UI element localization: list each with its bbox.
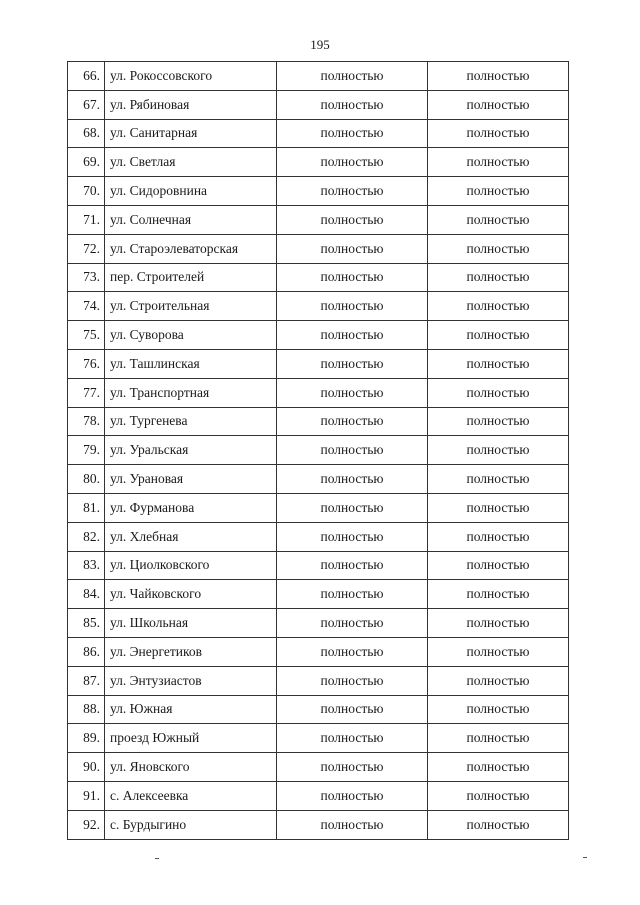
coverage-cell: полностью [277, 378, 428, 407]
coverage-cell: полностью [277, 637, 428, 666]
row-number: 67. [68, 90, 105, 119]
row-number: 80. [68, 465, 105, 494]
address-table-body [68, 62, 569, 840]
row-number: 78. [68, 407, 105, 436]
row-number: 83. [68, 551, 105, 580]
coverage-cell: полностью [277, 810, 428, 839]
row-number: 85. [68, 609, 105, 638]
table-row [68, 522, 569, 551]
coverage-cell: полностью [277, 177, 428, 206]
table-row [68, 148, 569, 177]
table-row [68, 205, 569, 234]
coverage-cell: полностью [428, 609, 569, 638]
coverage-cell: полностью [277, 205, 428, 234]
scan-mark-right [583, 857, 587, 858]
table-row [68, 666, 569, 695]
street-name: ул. Яновского [105, 753, 277, 782]
coverage-cell: полностью [277, 263, 428, 292]
row-number: 87. [68, 666, 105, 695]
row-number: 91. [68, 781, 105, 810]
coverage-cell: полностью [277, 666, 428, 695]
table-row [68, 609, 569, 638]
coverage-cell: полностью [428, 637, 569, 666]
row-number: 72. [68, 234, 105, 263]
street-name: ул. Транспортная [105, 378, 277, 407]
coverage-cell: полностью [277, 292, 428, 321]
table-row [68, 810, 569, 839]
coverage-cell: полностью [428, 177, 569, 206]
coverage-cell: полностью [428, 407, 569, 436]
row-number: 84. [68, 580, 105, 609]
street-name: пер. Строителей [105, 263, 277, 292]
street-name: с. Бурдыгино [105, 810, 277, 839]
row-number: 86. [68, 637, 105, 666]
coverage-cell: полностью [428, 292, 569, 321]
row-number: 79. [68, 436, 105, 465]
row-number: 69. [68, 148, 105, 177]
coverage-cell: полностью [428, 724, 569, 753]
table-row [68, 724, 569, 753]
coverage-cell: полностью [428, 493, 569, 522]
street-name: ул. Рябиновая [105, 90, 277, 119]
coverage-cell: полностью [428, 666, 569, 695]
street-name: ул. Сидоровнина [105, 177, 277, 206]
table-row [68, 234, 569, 263]
table-row [68, 695, 569, 724]
coverage-cell: полностью [428, 695, 569, 724]
street-name: ул. Солнечная [105, 205, 277, 234]
page-number: 195 [310, 37, 330, 52]
row-number: 66. [68, 62, 105, 91]
coverage-cell: полностью [277, 62, 428, 91]
coverage-cell: полностью [277, 148, 428, 177]
row-number: 90. [68, 753, 105, 782]
street-name: ул. Ташлинская [105, 349, 277, 378]
coverage-cell: полностью [277, 724, 428, 753]
street-name: ул. Тургенева [105, 407, 277, 436]
street-name: ул. Урановая [105, 465, 277, 494]
street-name: ул. Энергетиков [105, 637, 277, 666]
street-name: ул. Южная [105, 695, 277, 724]
coverage-cell: полностью [428, 580, 569, 609]
street-name: проезд Южный [105, 724, 277, 753]
street-name: ул. Школьная [105, 609, 277, 638]
street-name: с. Алексеевка [105, 781, 277, 810]
table-row [68, 349, 569, 378]
street-name: ул. Уральская [105, 436, 277, 465]
coverage-cell: полностью [277, 90, 428, 119]
row-number: 81. [68, 493, 105, 522]
coverage-cell: полностью [277, 407, 428, 436]
row-number: 75. [68, 321, 105, 350]
street-name: ул. Фурманова [105, 493, 277, 522]
coverage-cell: полностью [277, 119, 428, 148]
coverage-cell: полностью [277, 493, 428, 522]
coverage-cell: полностью [277, 781, 428, 810]
row-number: 89. [68, 724, 105, 753]
street-name: ул. Суворова [105, 321, 277, 350]
row-number: 76. [68, 349, 105, 378]
table-row [68, 637, 569, 666]
table-row [68, 90, 569, 119]
table-row [68, 62, 569, 91]
coverage-cell: полностью [277, 551, 428, 580]
coverage-cell: полностью [428, 321, 569, 350]
row-number: 77. [68, 378, 105, 407]
table-row [68, 436, 569, 465]
street-name: ул. Энтузиастов [105, 666, 277, 695]
coverage-cell: полностью [428, 263, 569, 292]
table-row [68, 321, 569, 350]
row-number: 88. [68, 695, 105, 724]
table-row [68, 465, 569, 494]
row-number: 68. [68, 119, 105, 148]
coverage-cell: полностью [277, 234, 428, 263]
table-row [68, 119, 569, 148]
coverage-cell: полностью [428, 378, 569, 407]
table-row [68, 753, 569, 782]
row-number: 71. [68, 205, 105, 234]
coverage-cell: полностью [277, 609, 428, 638]
coverage-cell: полностью [428, 436, 569, 465]
row-number: 70. [68, 177, 105, 206]
street-name: ул. Рокоссовского [105, 62, 277, 91]
coverage-cell: полностью [428, 119, 569, 148]
coverage-cell: полностью [428, 90, 569, 119]
coverage-cell: полностью [428, 234, 569, 263]
table-row [68, 378, 569, 407]
table-row [68, 407, 569, 436]
street-name: ул. Светлая [105, 148, 277, 177]
table-row [68, 493, 569, 522]
coverage-cell: полностью [277, 436, 428, 465]
street-name: ул. Циолковского [105, 551, 277, 580]
row-number: 92. [68, 810, 105, 839]
table-row [68, 551, 569, 580]
table-row [68, 580, 569, 609]
coverage-cell: полностью [277, 465, 428, 494]
coverage-cell: полностью [277, 321, 428, 350]
street-name: ул. Чайковского [105, 580, 277, 609]
row-number: 82. [68, 522, 105, 551]
table-row [68, 292, 569, 321]
coverage-cell: полностью [428, 810, 569, 839]
address-table [67, 61, 569, 840]
coverage-cell: полностью [428, 551, 569, 580]
coverage-cell: полностью [428, 349, 569, 378]
coverage-cell: полностью [428, 465, 569, 494]
coverage-cell: полностью [428, 62, 569, 91]
coverage-cell: полностью [428, 522, 569, 551]
table-row [68, 781, 569, 810]
coverage-cell: полностью [277, 753, 428, 782]
coverage-cell: полностью [428, 781, 569, 810]
coverage-cell: полностью [277, 349, 428, 378]
coverage-cell: полностью [277, 522, 428, 551]
scan-mark-left [155, 858, 159, 859]
street-name: ул. Староэлеваторская [105, 234, 277, 263]
coverage-cell: полностью [277, 580, 428, 609]
street-name: ул. Санитарная [105, 119, 277, 148]
row-number: 74. [68, 292, 105, 321]
coverage-cell: полностью [277, 695, 428, 724]
table-row [68, 177, 569, 206]
coverage-cell: полностью [428, 753, 569, 782]
street-name: ул. Строительная [105, 292, 277, 321]
coverage-cell: полностью [428, 148, 569, 177]
table-row [68, 263, 569, 292]
row-number: 73. [68, 263, 105, 292]
coverage-cell: полностью [428, 205, 569, 234]
street-name: ул. Хлебная [105, 522, 277, 551]
